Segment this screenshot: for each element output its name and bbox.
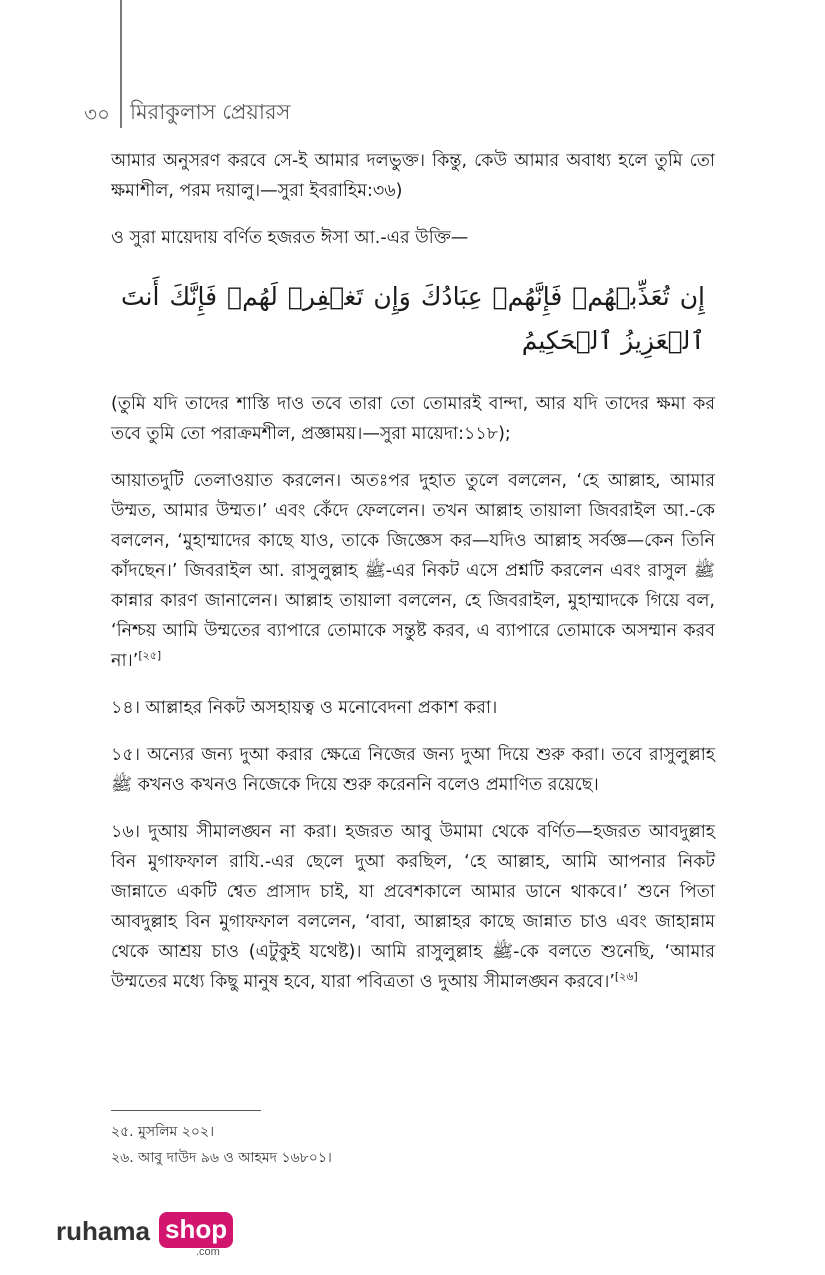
page-number: ৩০ bbox=[84, 102, 111, 126]
paragraph-2: ও সুরা মায়েদায় বর্ণিত হজরত ঈসা আ.-এর উক্তি— bbox=[111, 228, 469, 248]
paragraph-1: আমার অনুসরণ করবে সে-ই আমার দলভুক্ত। কিন্তু, কেউ আমার অবাধ্য হলে তুমি তো ক্ষমাশীল, পরম দয়ালু।—সুরা ইবরাহিম:৩৬) bbox=[111, 151, 715, 201]
paragraph-5: ১৪। আল্লাহর নিকট অসহায়ত্ব ও মনোবেদনা প্রকাশ করা। bbox=[111, 698, 498, 718]
paragraph-6: ১৫। অন্যের জন্য দুআ করার ক্ষেত্রে নিজের জন্য দুআ দিয়ে শুরু করা। তবে রাসুলুল্লাহ ﷺ কখনও কখনও নিজেকে দিয়ে শুরু করেননি বলেও প্রমাণিত রয়েছে। bbox=[111, 745, 715, 795]
ruhamashop-logo bbox=[56, 1212, 226, 1262]
paragraph-7-text: ১৬। দুআয় সীমালঙ্ঘন না করা। হজরত আবু উমামা থেকে বর্ণিত—হজরত আবদুল্লাহ বিন মুগাফফাল রাযি.-এর ছেলে দুআ করছিল, ‘হে আল্লাহ, আমি আপনার নিকট জান্নাতে একটি শ্বেত প্রাসাদ চাই, যা প্রবেশকালে আমার ডানে থাকবে।’ শুনে পিতা আবদুল্লাহ বিন মুগাফফাল বললেন, ‘বাবা, আল্লাহর কাছে জান্নাত চাও এবং জাহান্নাম থেকে আশ্রয় চাও (এটুকুই যথেষ্ট)। আমি রাসুলুল্লাহ ﷺ-কে বলতে শুনেছি, ‘আমার উম্মতের মধ্যে কিছু মানুষ হবে, যারা পবিত্রতা ও দুআয় সীমালঙ্ঘন করবে।’ bbox=[111, 822, 716, 992]
footnote-26: ২৬. আবু দাউদ ৯৬ ও আহমদ ১৬৮০১। bbox=[111, 1150, 332, 1166]
footnote-25: ২৫. মুসলিম ২০২। bbox=[111, 1124, 215, 1140]
footnotes bbox=[111, 1119, 332, 1171]
footnote-ref-26[interactable]: [২৬] bbox=[614, 970, 638, 984]
logo-text-domain: .com bbox=[196, 1246, 220, 1258]
paragraph-3: (তুমি যদি তাদের শাস্তি দাও তবে তারা তো তোমারই বান্দা, আর যদি তাদের ক্ষমা কর তবে তুমি তো পরাক্রমশীল, প্রজ্ঞাময়।—সুরা মায়েদা:১১৮); bbox=[111, 394, 715, 444]
footnote-rule bbox=[111, 1110, 261, 1111]
header-rule bbox=[120, 0, 122, 128]
footnote-ref-25[interactable]: [২৫] bbox=[138, 649, 162, 663]
page-content bbox=[111, 146, 715, 1014]
paragraph-7 bbox=[111, 817, 715, 997]
paragraph-4 bbox=[111, 466, 715, 676]
logo-text-ruhama: ruhama bbox=[56, 1216, 150, 1246]
running-title: মিরাকুলাস প্রেয়ারস bbox=[130, 100, 291, 124]
arabic-verse: إِن تُعَذِّبۡهُمۡ فَإِنَّهُمۡ عِبَادُكَ وَإِن تَغۡفِرۡ لَهُمۡ فَإِنَّكَ أَنتَ ٱلۡعَزِيزُ ٱلۡحَكِيمُ bbox=[121, 282, 705, 355]
logo-text-shop: shop bbox=[159, 1212, 233, 1248]
paragraph-4-text: আয়াতদুটি তেলাওয়াত করলেন। অতঃপর দুহাত তুলে বললেন, ‘হে আল্লাহ, আমার উম্মত, আমার উম্মত।’ এবং কেঁদে ফেললেন। তখন আল্লাহ তায়ালা জিবরাইল আ.-কে বললেন, ‘মুহাম্মাদের কাছে যাও, তাকে জিজ্ঞেস কর—যদিও আল্লাহ সর্বজ্ঞ—কেন তিনি কাঁদছেন।’ জিবরাইল আ. রাসুলুল্লাহ ﷺ-এর নিকট এসে প্রশ্নটি করলেন এবং রাসুল ﷺ কান্নার কারণ জানালেন। আল্লাহ তায়ালা বললেন, হে জিবরাইল, মুহাম্মাদকে গিয়ে বল, ‘নিশ্চয় আমি উম্মতের ব্যাপারে তোমাকে সন্তুষ্ট করব, এ ব্যাপারে তোমাকে অসম্মান করব না।’ bbox=[111, 471, 716, 671]
